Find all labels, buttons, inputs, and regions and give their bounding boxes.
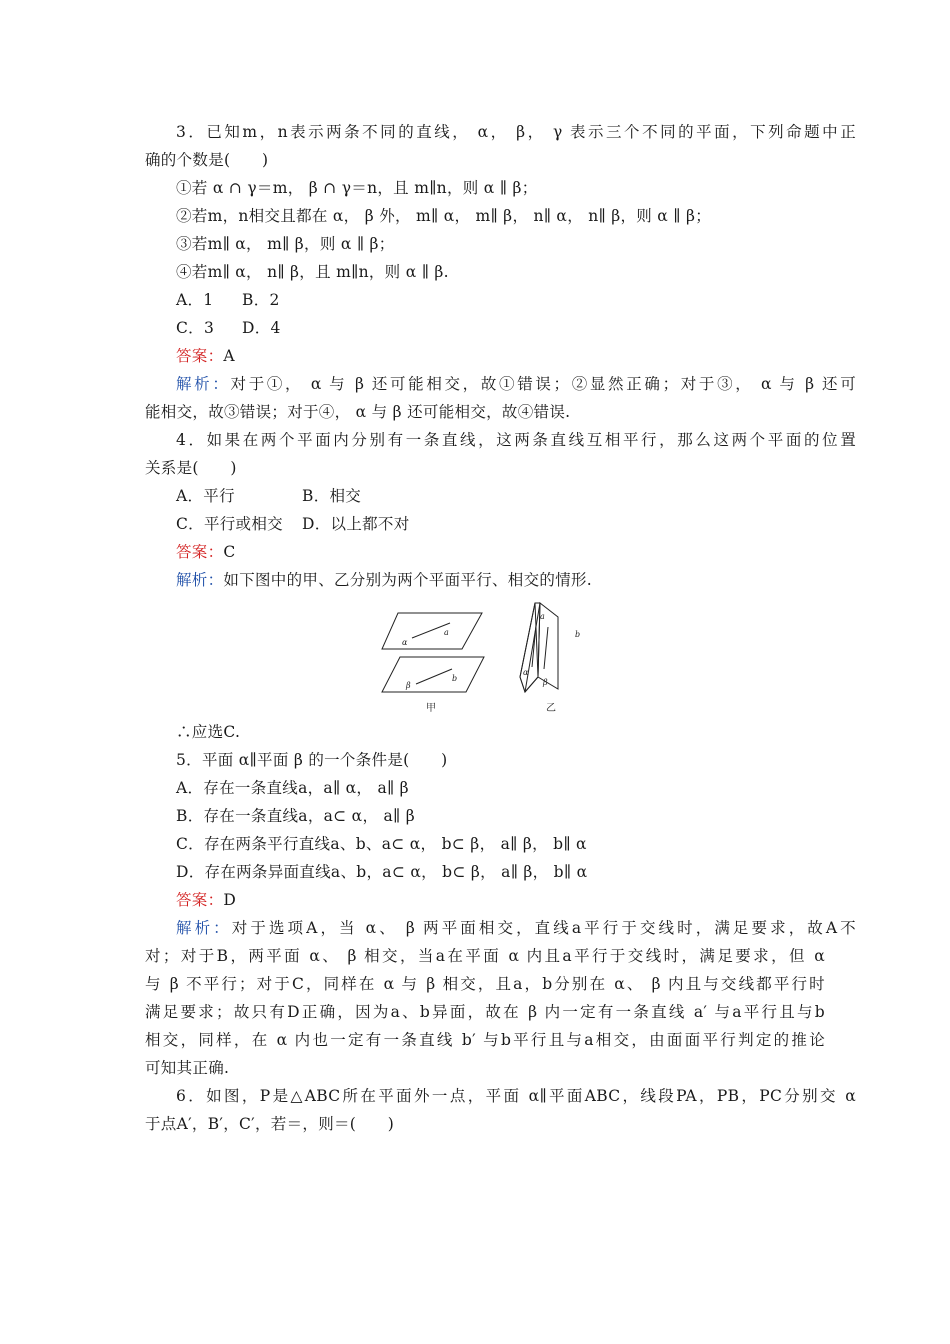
explanation-label: 解析： [176,375,231,393]
q4-option-c: C．平行或相交 [176,515,283,533]
q5-option-d: D．存在两条异面直线a、b，a⊂ α， b⊂ β， a∥ β， b∥ α [176,863,588,881]
q5-answer-value: D [223,891,237,909]
q5-option-c: C．存在两条平行直线a、b、a⊂ α， b⊂ β， a∥ β， b∥ α [176,835,587,853]
label-alpha: α [402,638,408,647]
q5-explanation-text1: 对于选项A，当 α、 β 两平面相交，直线a平行于交线时，满足要求，故A不 [231,919,856,937]
q5-explanation-line6: 可知其正确. [145,1059,230,1077]
label-beta: β [406,681,411,690]
q5-explanation-line3: 与 β 不平行；对于C，同样在 α 与 β 相交，且a，b分别在 α、 β 内且与交线都平行时 [145,975,825,993]
q4-answer [176,538,856,566]
q3-stem-line1: 3．已知m，n表示两条不同的直线， α， β， γ 表示三个不同的平面，下列命题中正 [176,123,856,141]
q4-answer-value: C [223,543,236,561]
q4-options-row2 [176,510,856,538]
q5-explanation-line1 [176,914,856,942]
answer-label: 答案： [176,891,224,909]
q4-conclusion: ∴应选C. [176,723,241,741]
q4-explanation [176,566,856,594]
q4-option-d: D．以上都不对 [302,515,410,533]
label-b: b [452,674,458,683]
q3-option-a: A．1 [176,291,214,309]
answer-label: 答案： [176,543,224,561]
yi-label-b: b [575,630,580,639]
q5-explanation-line4: 满足要求；故只有D正确，因为a、b异面，故在 β 内一定有一条直线 a′ 与a平行且与b [145,1003,825,1021]
q5-option-b: B．存在一条直线a，a⊂ α， a∥ β [176,807,415,825]
planes-figure-svg [380,597,580,717]
q6-stem-line1: 6．如图，P是△ABC所在平面外一点，平面 α∥平面ABC，线段PA，PB，PC分别交 α [176,1087,856,1105]
q3-stem-line2: 确的个数是( ) [145,151,269,169]
label-a: a [444,628,449,637]
q3-options-row2 [176,314,856,342]
q3-explanation-line2: 能相交，故③错误；对于④， α 与 β 还可能相交，故④错误. [145,403,571,421]
yi-label-alpha: α [523,668,529,677]
q5-explanation-line5: 相交，同样，在 α 内也一定有一条直线 b′ 与b平行且与a相交，由面面平行判定的推论 [145,1031,825,1049]
q4-option-a: A．平行 [176,487,235,505]
q3-option-d: D．4 [242,319,281,337]
q3-answer [176,342,856,370]
explanation-label: 解析： [176,919,232,937]
q3-explanation-line1 [176,370,856,398]
q3-answer-value: A [223,347,235,365]
q5-stem: 5．平面 α∥平面 β 的一个条件是( ) [176,751,448,769]
label-jia: 甲 [426,703,436,714]
answer-label: 答案： [176,347,224,365]
q3-proposition-2: ②若m，n相交且都在 α， β 外， m∥ α， m∥ β， n∥ α， n∥ β，则 α ∥ β； [176,207,712,225]
q3-option-b: B．2 [242,291,280,309]
label-yi: 乙 [546,703,556,714]
q3-option-c: C．3 [176,319,215,337]
q3-explanation-text1: 对于①， α 与 β 还可能相交，故①错误；②显然正确；对于③， α 与 β 还可 [230,375,857,393]
q5-explanation-line2: 对；对于B，两平面 α、 β 相交，当a在平面 α 内且a平行于交线时，满足要求，但 α [145,947,825,965]
lower-plane-beta [382,657,484,692]
q6-stem-line2: 于点A′，B′，C′，若＝，则＝( ) [145,1115,395,1133]
q5-answer [176,886,856,914]
q3-options-row1 [176,286,856,314]
upper-plane-alpha [382,613,482,649]
q4-options-row1 [176,482,856,510]
q4-stem-line1: 4．如果在两个平面内分别有一条直线，这两条直线互相平行，那么这两个平面的位置 [176,431,856,449]
q3-proposition-1: ①若 α ∩ γ＝m， β ∩ γ＝n，且 m∥n，则 α ∥ β； [176,179,538,197]
explanation-label: 解析： [176,571,224,589]
yi-label-a: a [540,612,545,621]
planes-figure [380,597,580,717]
yi-line-b [544,627,548,669]
yi-label-beta: β [543,678,548,687]
q3-proposition-4: ④若m∥ α， n∥ β，且 m∥n，则 α ∥ β. [176,263,449,281]
q4-option-b: B．相交 [302,487,362,505]
q4-stem-line2: 关系是( ) [145,459,237,477]
q3-proposition-3: ③若m∥ α， m∥ β，则 α ∥ β； [176,235,395,253]
q4-explanation-text: 如下图中的甲、乙分别为两个平面平行、相交的情形. [223,571,593,589]
line-b [416,669,452,684]
q5-option-a: A．存在一条直线a，a∥ α， a∥ β [176,779,409,797]
yi-plane-alpha [520,603,538,692]
